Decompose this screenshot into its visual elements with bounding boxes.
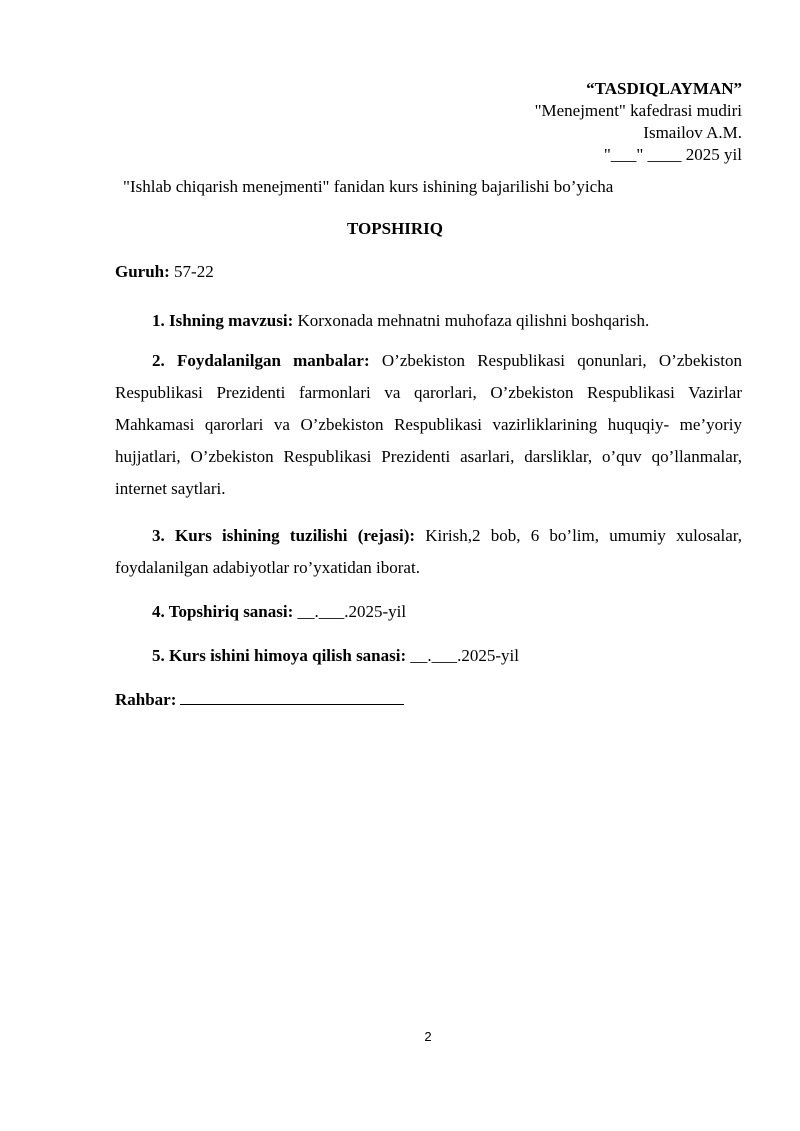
item-label: 3. Kurs ishining tuzilishi (rejasi):: [152, 526, 416, 545]
item-label: 2. Foydalanilgan manbalar:: [152, 351, 370, 370]
document-title: TOPSHIRIQ: [346, 219, 444, 238]
approval-heading: “TASDIQLAYMAN”: [586, 79, 742, 98]
subject-line: "Ishlab chiqarish menejmenti" fanidan kurs ishining bajarilishi bo’yicha: [123, 177, 614, 196]
supervisor-line: [115, 688, 404, 711]
group-label: Guruh:: [115, 262, 170, 281]
item-text: __.___.2025-yil: [406, 646, 519, 665]
item-text: Kirish,2 bob, 6 bo’lim, umumiy xulosalar, foydalanilgan adabiyotlar ro’yxatidan iborat.: [115, 526, 742, 577]
department-head-name: Ismailov A.M.: [643, 123, 742, 142]
approval-date: "___" ____ 2025 yil: [603, 145, 742, 164]
item-structure: [115, 520, 742, 584]
item-label: 5. Kurs ishini himoya qilish sanasi:: [152, 646, 407, 665]
group-line: [115, 261, 214, 283]
item-text: Korxonada mehnatni muhofaza qilishni boshqarish.: [293, 311, 650, 330]
item-assignment-date: [115, 596, 742, 628]
group-value: 57-22: [169, 262, 214, 281]
department-head-title: "Menejment" kafedrasi mudiri: [534, 101, 742, 120]
item-label: 1. Ishning mavzusi:: [152, 311, 294, 330]
signature-line: [180, 688, 404, 705]
item-label: 4. Topshiriq sanasi:: [152, 602, 294, 621]
item-text: __.___.2025-yil: [293, 602, 407, 621]
item-sources: [115, 345, 742, 505]
page-number: 2: [424, 1029, 432, 1044]
item-text: O’zbekiston Respublikasi qonunlari, O’zbekiston Respublikasi Prezidenti farmonlari va qarorlari, O’zbekiston Respublikasi Vazirlar Mahkamasi qarorlari va O’zbekiston Respublikasi vazirliklarining huquqiy- me’yoriy hujjatlari, O’zbekiston Respublikasi Prezidenti asarlari, darsliklar, o’quv qo’llanmalar, internet saytlari.: [115, 351, 742, 498]
item-topic: [115, 305, 742, 337]
item-defense-date: [115, 640, 742, 672]
approval-block: [535, 78, 742, 166]
supervisor-label: Rahbar:: [115, 690, 177, 709]
